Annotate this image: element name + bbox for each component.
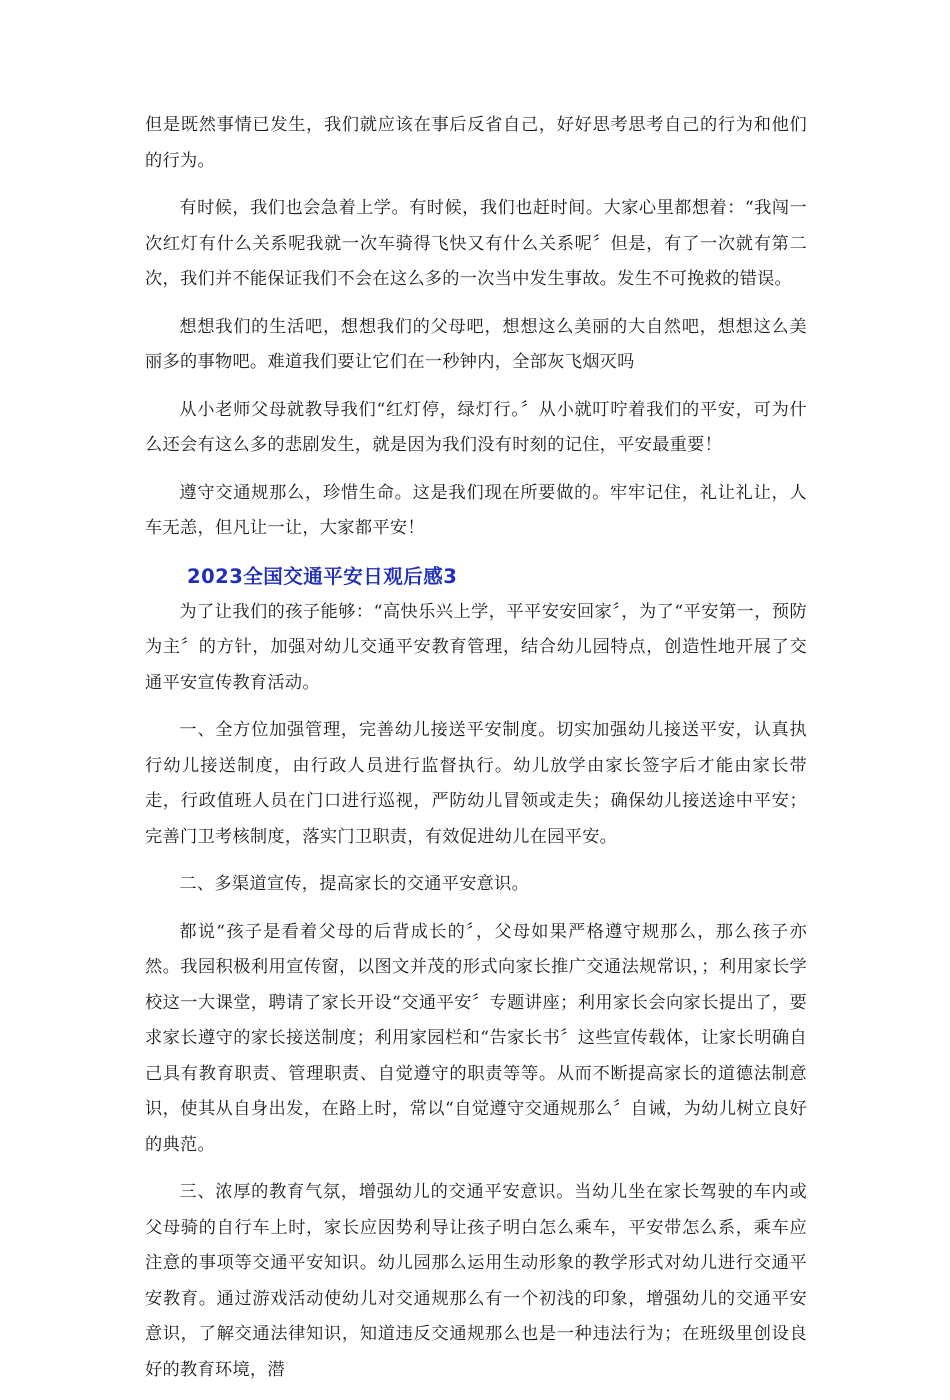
paragraph-life: 想想我们的生活吧，想想我们的父母吧，想想这么美丽的大自然吧，想想这么美丽多的事物吧。难道我们要让它们在一秒钟内，全部灰飞烟灭吗 [145,316,807,372]
paragraph-red-light: 从小老师父母就教导我们“红灯停，绿灯行。〞从小就叮咛着我们的平安，可为什么还会有这么多的悲剧发生，就是因为我们没有时刻的记住，平安最重要！ [145,399,807,455]
document-page [145,108,807,1400]
paragraph-parents: 都说“孩子是看着父母的后背成长的〞，父母如果严格遵守规那么，那么孩子亦然。我园积极利用宣传窗，以图文并茂的形式向家长推广交通法规常识，；利用家长学校这一大课堂，聘请了家长开设“交通平安〞专题讲座；利用家长会向家长提出了，要求家长遵守的家长接送制度；利用家园栏和“告家长书〞这些宣传载体，让家长明确自己具有教育职责、管理职责、自觉遵守的职责等等。从而不断提高家长的道德法制意识，使其从自身出发，在路上时，常以“自觉遵守交通规那么〞自诫，为幼儿树立良好的典范。 [145,921,807,1155]
paragraph-reflection: 但是既然事情已发生，我们就应该在事后反省自己，好好思考思考自己的行为和他们的行为。 [145,115,807,171]
paragraph-point-two: 二、多渠道宣传，提高家长的交通平安意识。 [179,874,530,894]
paragraph-intro: 为了让我们的孩子能够：“高快乐兴上学，平平安安回家〞，为了“平安第一，预防为主〞的方针，加强对幼儿交通平安教育管理，结合幼儿园特点，创造性地开展了交通平安宣传教育活动。 [145,601,807,693]
paragraph-point-one: 一、全方位加强管理，完善幼儿接送平安制度。切实加强幼儿接送平安，认真执行幼儿接送制度，由行政人员进行监督执行。幼儿放学由家长签字后才能由家长带走，行政值班人员在门口进行巡视，严防幼儿冒领或走失；确保幼儿接送途中平安；完善门卫考核制度，落实门卫职责，有效促进幼儿在园平安。 [145,720,807,847]
paragraph-obey-rules: 遵守交通规那么，珍惜生命。这是我们现在所要做的。牢牢记住，礼让礼让，人车无恙，但凡让一让，大家都平安！ [145,482,807,538]
paragraph-rushing: 有时候，我们也会急着上学。有时候，我们也赶时间。大家心里都想着：“我闯一次红灯有什么关系呢我就一次车骑得飞快又有什么关系呢〞但是，有了一次就有第二次，我们并不能保证我们不会在这么多的一次当中发生事故。发生不可挽救的错误。 [145,198,807,289]
paragraph-point-three: 三、浓厚的教育气氛，增强幼儿的交通平安意识。当幼儿坐在家长驾驶的车内或父母骑的自行车上时，家长应因势利导让孩子明白怎么乘车，平安带怎么系，乘车应注意的事项等交通平安知识。幼儿园那么运用生动形象的教学形式对幼儿进行交通平安教育。通过游戏活动使幼儿对交通规那么有一个初浅的印象，增强幼儿的交通平安意识，了解交通法律知识，知道违反交通规那么也是一种违法行为；在班级里创设良好的教育环境，潜 [145,1182,807,1380]
section-heading: 2023全国交通平安日观后感3 [187,564,458,588]
